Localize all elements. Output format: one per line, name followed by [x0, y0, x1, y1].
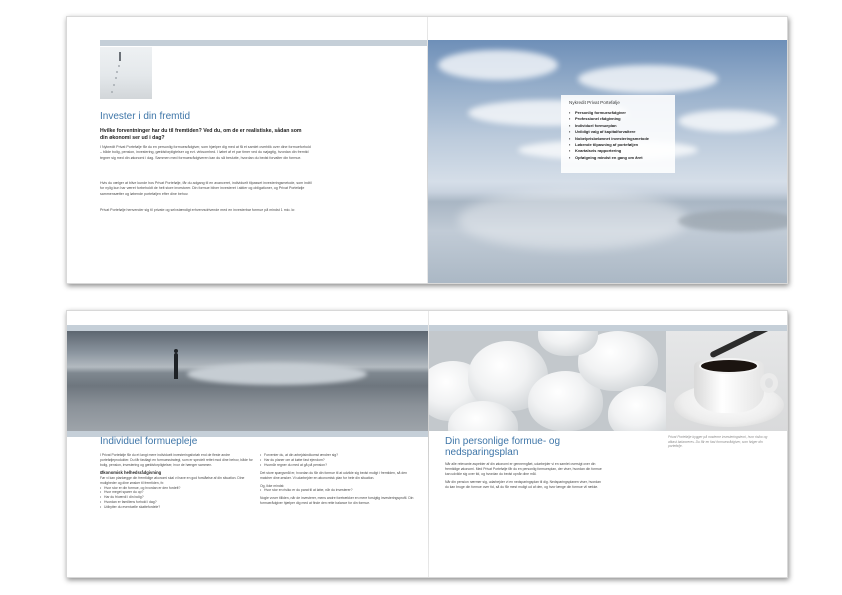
text-column — [100, 453, 254, 510]
footprints-thumbnail — [100, 47, 152, 99]
text-column — [260, 453, 414, 506]
section-title: Din personlige formue- og nedsparingsplan — [445, 436, 561, 458]
body-paragraph: Privat Portefølje henvender sig til private og selvstændigt erhvervsdrivende med en investerbar formue på mindst 1 mio. kr. — [100, 208, 296, 212]
body-paragraph: Når alle relevante aspekter af din økonomi er gennemgået, udarbejder vi en samlet oversigt over din fremtidige økonomi. Med Privat Portefølje får du en personlig formuesplan, der viser, hvordan din formue kan udvikle sig over tid, og hvordan du bedst opnår dine mål. — [445, 462, 602, 476]
body-paragraph: Det store spørgsmål er, hvordan du får din formue til at udvikle sig bedst muligt i fremtiden, så den matcher dine ønsker. Vi udarbejder en økonomisk plan for hele din situation. — [260, 470, 407, 480]
list-item: ▪ Kvartalsvis rapportering — [569, 148, 667, 154]
body-paragraph: Før vi kan planlægge din fremtidige økonomi skal vi have en god forståelse af din situation. Dine muligheder og dine ønsker til fremtiden, fx: — [100, 475, 245, 485]
pen — [709, 331, 788, 358]
text-column — [445, 462, 605, 490]
cup-handle — [760, 373, 778, 393]
sandbar — [678, 210, 788, 232]
list-item: • Udbytter du eventuelle skattefordele? — [100, 505, 254, 510]
list-item: • Hvor stor er din formue, og hvordan er den fordelt? — [100, 486, 254, 491]
list-item: ▪ Løbende tilpasning af porteføljen — [569, 142, 667, 148]
top-accent-bar — [100, 40, 428, 46]
footprint — [115, 77, 117, 79]
brochure-spread-bottom — [66, 310, 788, 578]
footprint — [118, 65, 120, 67]
left-page — [67, 17, 427, 284]
coffee-cup-photo — [666, 331, 788, 431]
shells-photo — [428, 331, 666, 431]
feature-list — [569, 110, 667, 161]
beach-figure-photo — [67, 331, 428, 431]
subheading: Hvilke forventninger har du til fremtiden? Ved du, om de er realistiske, sådan som din økonomi ser ud i dag? — [100, 128, 302, 141]
list-item: • Har du planer om at købe fast ejendom? — [260, 458, 414, 463]
question-text: Og, ikke mindst: — [260, 483, 285, 488]
body-paragraph: I Privat Portefølje får du et langt mere individuelt investeringsforløb end de fleste andre porteføljeprodukter. Du får fastlagt en formuesstrategi, som er specielt rettet mod dine behov, både for bolig, pension, investering og gældsforpligtelser, hvor de hænger sammen. — [100, 453, 253, 467]
water-reflection — [458, 190, 688, 250]
list-item: • Hvordan er familiens forhold i dag? — [100, 500, 254, 505]
body-paragraph: Hvis du vælger at blive kunde hos Privat Portefølje, får du adgang til en avanceret, individuelt tilpasset investeringsmetode, som indtil for nylig kun har været forbeholdt de helt store investorer. Din formue bliver investeret i aktier og obligationer, og Privat Portefølje sammensætter og løbende porteføljen efter dine behov. — [100, 181, 312, 196]
list-item: • Hvor meget sparer du op? — [100, 490, 254, 495]
bullet-list — [260, 488, 414, 493]
feature-box — [561, 95, 675, 173]
list-item: ▪ Opfølgning mindst en gang om året — [569, 155, 667, 161]
body-paragraph: I Nykredit Privat Portefølje får du en personlig formuesrådgiver, som hjælper dig med at få et samlet overblik over dine formueforhold – både bolig, pension, investering, gældsforpligtelser og evt. virksomhed. I løbet af et par timer ved du nøjagtig, hvordan din fremtid tegner sig med din økonomi i dag. Sammen med formuesrådgiveren kan du så beslutte, hvordan du bedst forvalter din formue. — [100, 145, 311, 160]
list-item: • Har du friværdi i din bolig? — [100, 495, 254, 500]
list-item: ▪ Individuel formueplan — [569, 123, 667, 129]
walking-figure — [119, 52, 121, 61]
list-item: ▪ Personlig formuesrådgiver — [569, 110, 667, 116]
body-paragraph: Når din pension nærmer sig, udarbejder vi en nedsparingsplan til dig. Nedsparingsplanen viser, hvordan du kan bruge din formue over tid, så du får mest muligt ud af den, og hvor længe din formue vil række. — [445, 479, 601, 489]
bullet-list — [260, 453, 414, 468]
footprint — [111, 91, 113, 93]
list-item: • Hvornår regner du med at gå på pension? — [260, 463, 414, 468]
brochure-spread-top — [66, 16, 788, 284]
page-fold — [428, 311, 429, 577]
coffee — [699, 358, 759, 374]
tidal-pool — [187, 363, 367, 385]
image-caption: Privat Portefølje bygger på moderne investeringsteori, hvor risiko og afkast balanceres. Du får en fast formuesrådgiver, som følger din portefølje. — [668, 435, 768, 449]
subheading: Økonomisk helhedsrådgivning — [100, 469, 162, 475]
feature-box-title: Nykredit Privat Portefølje — [569, 100, 620, 105]
list-item: ▪ Professionel rådgivning — [569, 116, 667, 122]
page-title: Invester i din fremtid — [100, 111, 191, 122]
list-item: • Hvor stor en risiko er du parat til at løbe, når du investerer? — [260, 488, 414, 493]
list-item: ▪ Nobelprisbelønnet investeringsmetode — [569, 136, 667, 142]
list-item: ▪ Uvildigt valg af kapitalforvaltere — [569, 129, 667, 135]
footprint — [116, 71, 118, 73]
person-figure — [174, 353, 178, 379]
footprint — [113, 84, 115, 86]
section-title: Individuel formuepleje — [100, 436, 198, 447]
list-item: • Forventer du, at din arbejdsindkomst ændrer sig? — [260, 453, 414, 458]
body-paragraph: Nogle vover tilliden, når de investerer, mens andre foretrækker en mere forsigtig investeringsprofil. Din formuerådgiver hjælper dig med at finde den rette balance for din formue. — [260, 496, 414, 506]
bullet-list — [100, 486, 254, 511]
